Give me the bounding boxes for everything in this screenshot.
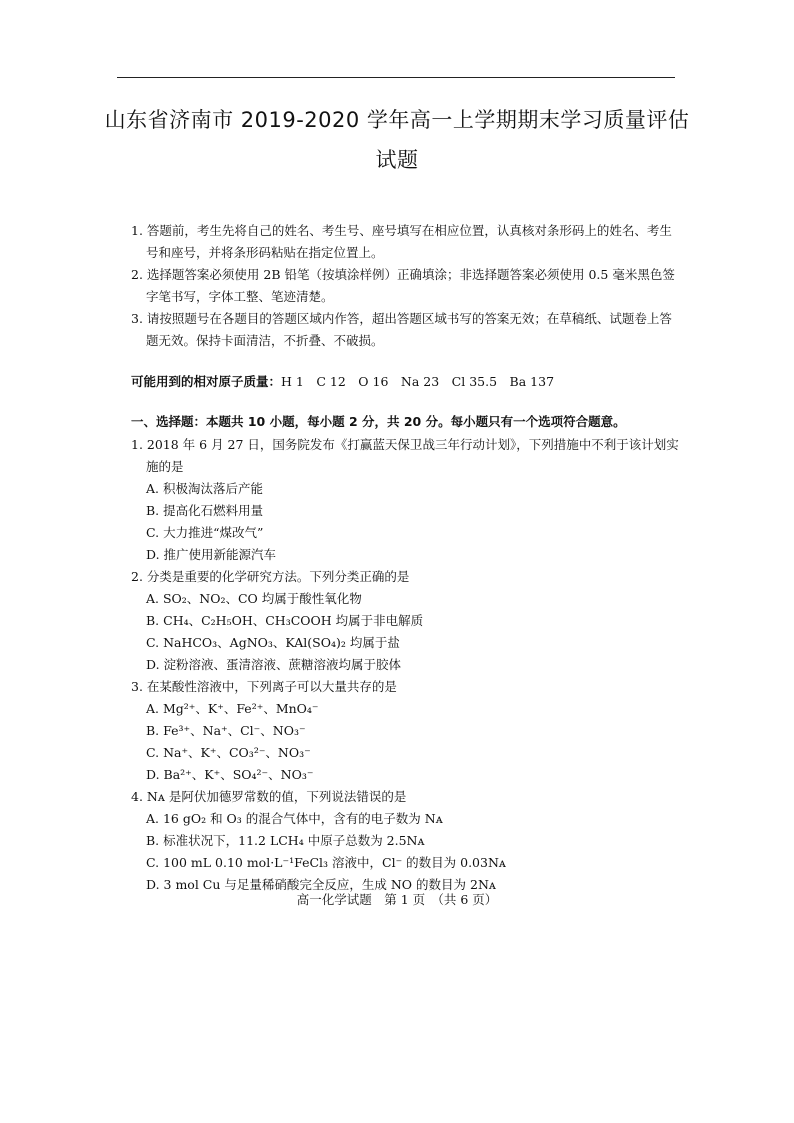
question-option: D. 推广使用新能源汽车 [146,547,277,562]
instruction-item: 3. 请按照题号在各题目的答题区域内作答，超出答题区域书写的答案无效；在草稿纸、试题卷上答题无效。保持卡面清洁，不折叠、不破损。 [131,311,672,348]
page-footer: 高一化学试题 第 1 页 （共 6 页） [296,892,498,907]
question-option: A. 16 gO₂ 和 O₃ 的混合气体中，含有的电子数为 Nᴀ [146,811,443,826]
question-option: C. 100 mL 0.10 mol·L⁻¹FeCl₃ 溶液中，Cl⁻ 的数目为 0.03Nᴀ [146,855,506,870]
title-line-1: 山东省济南市 2019-2020 学年高一上学期期末学习质量评估 [104,108,690,132]
question-option: B. 提高化石燃料用量 [146,503,264,518]
question-option: C. NaHCO₃、AgNO₃、KAl(SO₄)₂ 均属于盐 [146,635,400,650]
question-stem: 4. Nᴀ 是阿伏加德罗常数的值，下列说法错误的是 [131,789,407,804]
question-option: A. 积极淘汰落后产能 [146,481,263,496]
question-option: D. Ba²⁺、K⁺、SO₄²⁻、NO₃⁻ [146,767,314,782]
instruction-item: 2. 选择题答案必须使用 2B 铅笔（按填涂样例）正确填涂；非选择题答案必须使用 0.5 毫米黑色签字笔书写，字体工整、笔迹清楚。 [131,267,675,304]
question-option: D. 3 mol Cu 与足量稀硝酸完全反应，生成 NO 的数目为 2Nᴀ [146,877,496,892]
question [131,676,679,786]
atomic-masses-values: H 1 C 12 O 16 Na 23 Cl 35.5 Ba 137 [281,374,555,389]
question-list [131,434,679,896]
question-option: C. 大力推进“煤改气” [146,525,264,540]
question [131,434,679,566]
question-option: D. 淀粉溶液、蛋清溶液、蔗糖溶液均属于胶体 [146,657,402,672]
atomic-masses [131,372,554,392]
question-option: B. CH₄、C₂H₅OH、CH₃COOH 均属于非电解质 [146,613,424,628]
question-option: C. Na⁺、K⁺、CO₃²⁻、NO₃⁻ [146,745,311,760]
page-title [40,100,754,180]
question-stem: 1. 2018 年 6 月 27 日，国务院发布《打赢蓝天保卫战三年行动计划》，下列措施中不利于该计划实施的是 [131,437,679,474]
question-option: A. SO₂、NO₂、CO 均属于酸性氧化物 [146,591,362,606]
instructions [131,220,679,352]
question-option: A. Mg²⁺、K⁺、Fe²⁺、MnO₄⁻ [146,701,319,716]
header-rule [117,77,675,78]
question-option: B. 标准状况下，11.2 LCH₄ 中原子总数为 2.5Nᴀ [146,833,425,848]
question-stem: 2. 分类是重要的化学研究方法。下列分类正确的是 [131,569,410,584]
title-line-2: 试题 [375,148,419,172]
instruction-item: 1. 答题前，考生先将自己的姓名、考生号、座号填写在相应位置，认真核对条形码上的姓名、考生号和座号，并将条形码粘贴在指定位置上。 [131,223,672,260]
question [131,786,679,896]
section-header: 一、选择题：本题共 10 小题，每小题 2 分，共 20 分。每小题只有一个选项符合题意。 [131,414,626,429]
question-option: B. Fe³⁺、Na⁺、Cl⁻、NO₃⁻ [146,723,306,738]
question-stem: 3. 在某酸性溶液中，下列离子可以大量共存的是 [131,679,397,694]
question [131,566,679,676]
atomic-masses-label: 可能用到的相对原子质量： [131,374,282,389]
